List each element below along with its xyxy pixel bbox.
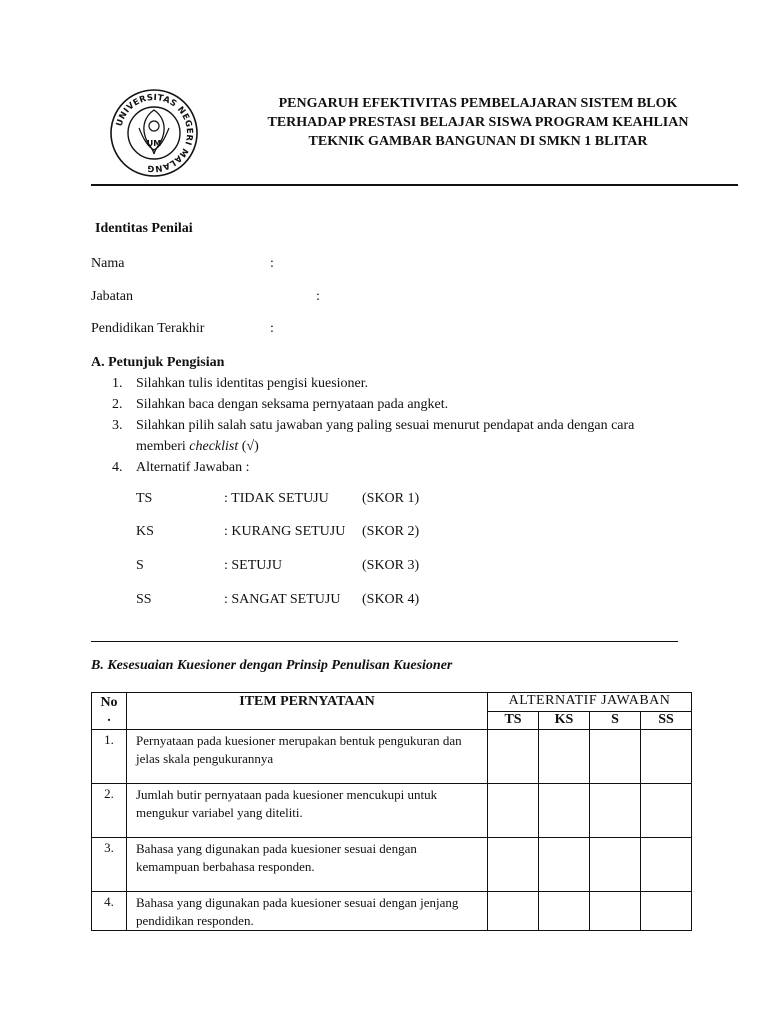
petunjuk-num-1: 1.	[112, 376, 123, 391]
petunjuk-text-1: Silahkan tulis identitas pengisi kuesioner.	[136, 376, 369, 391]
header-no-text: No	[100, 695, 118, 710]
petunjuk-num-4: 4.	[112, 460, 123, 475]
header-divider	[91, 184, 738, 186]
field-nama-label: Nama	[91, 256, 125, 271]
answer-cell-s[interactable]	[590, 892, 641, 931]
answer-cell-ts[interactable]	[488, 838, 539, 892]
scale-code-ts: TS	[136, 491, 153, 506]
answer-cell-ts[interactable]	[488, 892, 539, 931]
section-divider	[91, 641, 678, 642]
header-no: No .	[92, 693, 127, 730]
table-row	[92, 838, 692, 892]
scale-code-ks: KS	[136, 524, 154, 539]
petunjuk-text-3	[136, 415, 696, 457]
title-line-1: PENGARUH EFEKTIVITAS PEMBELAJARAN SISTEM BLOK	[278, 96, 678, 111]
row-item: Bahasa yang digunakan pada kuesioner sesuai dengan jenjang pendidikan responden.	[127, 892, 488, 931]
scale-label-ts: : TIDAK SETUJU	[224, 491, 329, 506]
petunjuk-list	[112, 373, 712, 483]
header-ts: TS	[488, 712, 539, 730]
answer-cell-s[interactable]	[590, 838, 641, 892]
answer-cell-s[interactable]	[590, 784, 641, 838]
university-logo	[109, 88, 199, 178]
field-pendidikan-label: Pendidikan Terakhir	[91, 321, 205, 336]
answer-cell-ss[interactable]	[641, 784, 692, 838]
header-s: S	[590, 712, 641, 730]
petunjuk-text-3-end: (√)	[238, 439, 259, 454]
answer-cell-ks[interactable]	[539, 784, 590, 838]
answer-cell-ks[interactable]	[539, 730, 590, 784]
row-no: 2.	[92, 784, 127, 838]
scale-code-ss: SS	[136, 592, 152, 607]
logo-ring-text: UNIVERSITAS NEGERI MALANG	[114, 92, 195, 174]
answer-cell-ts[interactable]	[488, 784, 539, 838]
row-no: 1.	[92, 730, 127, 784]
field-nama-sep: :	[270, 256, 274, 271]
bagian-b-heading: B. Kesesuaian Kuesioner dengan Prinsip Penulisan Kuesioner	[91, 658, 453, 673]
scale-label-s: : SETUJU	[224, 558, 282, 573]
answer-cell-ks[interactable]	[539, 892, 590, 931]
logo-center-text: UM	[146, 139, 162, 148]
scale-score-ks: (SKOR 2)	[362, 524, 420, 539]
title-line-2: TERHADAP PRESTASI BELAJAR SISWA PROGRAM KEAHLIAN	[267, 115, 689, 130]
answer-cell-ss[interactable]	[641, 892, 692, 931]
table-row	[92, 730, 692, 784]
header-ks: KS	[539, 712, 590, 730]
document-title	[240, 94, 716, 151]
petunjuk-text-4: Alternatif Jawaban :	[136, 460, 250, 475]
header-alternatif: ALTERNATIF JAWABAN	[488, 693, 692, 712]
scale-code-s: S	[136, 558, 144, 573]
petunjuk-num-3: 3.	[112, 418, 123, 433]
table-row	[92, 784, 692, 838]
scale-score-s: (SKOR 3)	[362, 558, 420, 573]
scale-score-ts: (SKOR 1)	[362, 491, 420, 506]
row-item: Pernyataan pada kuesioner merupakan bentuk pengukuran dan jelas skala pengukurannya	[127, 730, 488, 784]
scale-score-ss: (SKOR 4)	[362, 592, 420, 607]
scale-label-ks: : KURANG SETUJU	[224, 524, 346, 539]
petunjuk-heading: A. Petunjuk Pengisian	[91, 355, 225, 370]
title-line-3: TEKNIK GAMBAR BANGUNAN DI SMKN 1 BLITAR	[308, 134, 648, 149]
answer-cell-ss[interactable]	[641, 730, 692, 784]
field-jabatan-sep: :	[316, 289, 320, 304]
header-item: ITEM PERNYATAAN	[127, 693, 488, 730]
petunjuk-text-2: Silahkan baca dengan seksama pernyataan pada angket.	[136, 397, 449, 412]
row-no: 3.	[92, 838, 127, 892]
petunjuk-num-2: 2.	[112, 397, 123, 412]
row-item: Jumlah butir pernyataan pada kuesioner mencukupi untuk mengukur variabel yang diteliti.	[127, 784, 488, 838]
field-pendidikan-sep: :	[270, 321, 274, 336]
scale-label-ss: : SANGAT SETUJU	[224, 592, 341, 607]
answer-cell-s[interactable]	[590, 730, 641, 784]
row-no: 4.	[92, 892, 127, 931]
petunjuk-text-3a: Silahkan pilih salah satu jawaban yang paling sesuai menurut pendapat anda dengan cara	[136, 418, 635, 433]
header-ss: SS	[641, 712, 692, 730]
petunjuk-text-3-checklist: checklist	[189, 439, 239, 454]
answer-cell-ks[interactable]	[539, 838, 590, 892]
identitas-heading: Identitas Penilai	[95, 221, 193, 236]
answer-cell-ss[interactable]	[641, 838, 692, 892]
svg-text:UNIVERSITAS NEGERI MALANG	[115, 93, 194, 173]
um-seal-icon	[109, 88, 199, 178]
answer-cell-ts[interactable]	[488, 730, 539, 784]
table-row	[92, 892, 692, 931]
petunjuk-text-3b: memberi	[136, 439, 190, 454]
field-jabatan-label: Jabatan	[91, 289, 133, 304]
kuesioner-table	[91, 692, 692, 931]
row-item: Bahasa yang digunakan pada kuesioner sesuai dengan kemampuan berbahasa responden.	[127, 838, 488, 892]
